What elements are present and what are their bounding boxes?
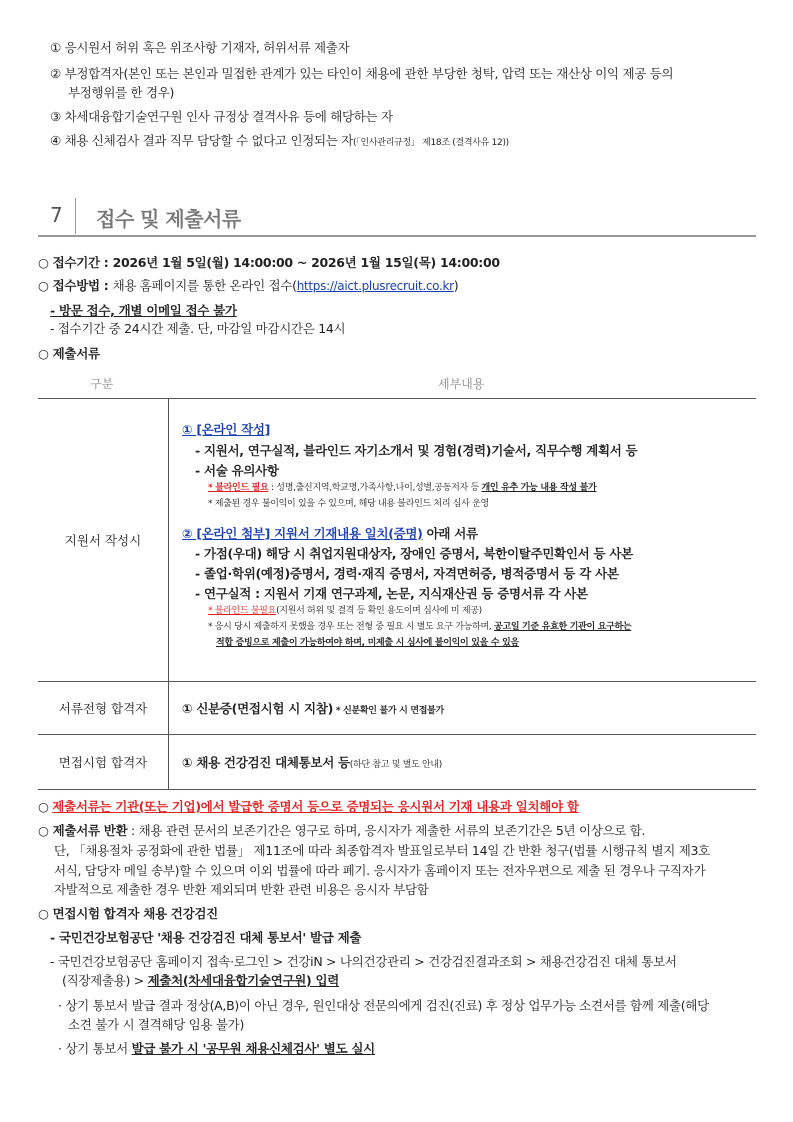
method-note-2: - 접수기간 중 24시간 제출. 단, 마감일 마감시간은 14시: [50, 321, 346, 336]
online-title: ① [온라인 작성]: [182, 422, 271, 437]
attach-title-b: 아래 서류: [422, 526, 478, 541]
attach-item-3: - 연구실적 : 지원서 기재 연구과제, 논문, 지식재산권 등 증명서류 각 사본: [195, 586, 588, 601]
blind-not-line: [208, 603, 482, 616]
period-line: [38, 253, 500, 271]
online-item-2: - 서술 유의사항: [195, 463, 279, 478]
health-line-6: [58, 1039, 375, 1057]
return-line-3: 서식, 담당자 메일 송부)할 수 있으며 이외 법률에 따라 폐기. 응시자가 홈페이지 또는 전자우편으로 제출 된 경우나 구직자가: [54, 863, 706, 878]
blind-not-rest: (지원서 허위 및 결격 등 확인 용도이며 심사에 미 제공): [276, 606, 482, 616]
health-line-2: - 국민건강보험공단 홈페이지 접속·로그인 > 건강iN > 나의건강관리 > 건강검진결과조회 > 채용건강검진 대체 통보서: [50, 954, 677, 969]
period-value: 2026년 1월 5일(월) 14:00:00 ~ 2026년 1월 15일(목) 14:00:00: [112, 255, 500, 270]
table-row: [38, 682, 756, 735]
attach-title: [182, 524, 478, 542]
blind-need-line: [208, 480, 596, 493]
disq-item-3: ③ 차세대융합기술연구원 인사 규정상 결격사유 등에 해당하는 자: [50, 109, 393, 124]
return-label: ○ 제출서류 반환: [38, 823, 128, 838]
table-header-category: 구분: [90, 377, 114, 391]
warning-line: [38, 797, 579, 815]
method-note-1: - 방문 접수, 개별 이메일 접수 불가: [50, 303, 237, 318]
warning-text: 제출서류는 기관(또는 기업)에서 발급한 증명서 등으로 증명되는 응시원서 기재 내용과 일치해야 함: [52, 799, 579, 814]
blind-need-label: * 블라인드 필요: [208, 483, 269, 493]
health-line-3: [62, 971, 339, 989]
row3-text: [170, 753, 755, 771]
row-detail-application: [169, 399, 757, 682]
blind-need-warn: 개인 유추 가능 내용 작성 불가: [481, 483, 597, 493]
health-line-6b: 발급 불가 시 '공무원 채용신체검사' 별도 실시: [131, 1041, 375, 1056]
disq-item-1: ① 응시원서 허위 혹은 위조사항 기재자, 허위서류 제출자: [50, 40, 350, 55]
disq-item-4: [50, 131, 509, 149]
blind-not-label: * 블라인드 불필요: [208, 606, 277, 616]
disq-item-4-ref: (「인사관리규정」 제18조 (결격사유 12)): [353, 138, 509, 148]
return-text-1: : 채용 관련 문서의 보존기간은 영구로 하며, 응시자가 제출한 서류의 보존기간은 5년 이상으로 함.: [127, 823, 646, 838]
submit-note-b: 공고일 기준 유효한 기관이 요구하는: [494, 622, 632, 632]
row3-note: (하단 참고 및 별도 안내): [349, 760, 443, 770]
row2-text: [170, 699, 755, 717]
row3-main: ① 채용 건강검진 대체통보서 등: [182, 755, 350, 770]
section-number: 7: [50, 203, 63, 227]
table-row: [38, 399, 756, 682]
row-label-interview-pass: 면접시험 합격자: [38, 735, 169, 790]
disq-item-4-text: ④ 채용 신체검사 결과 직무 담당할 수 없다고 인정되는 자: [50, 133, 354, 148]
docs-title: ○ 제출서류: [38, 346, 100, 361]
disq-item-2: ② 부정합격자(본인 또는 본인과 밀접한 관계가 있는 타인이 채용에 관한 부당한 청탁, 압력 또는 재산상 이익 제공 등의: [50, 66, 674, 81]
health-line-5: 소견 불가 시 결격해당 임용 불가): [68, 1017, 245, 1032]
method-line: [38, 276, 458, 294]
row-detail-interview-pass: [169, 735, 757, 790]
period-label: ○ 접수기간 :: [38, 255, 113, 270]
submit-note-a: * 응시 당시 제출하지 못했을 경우 또는 전형 중 필요 시 별도 요구 가능하며,: [208, 622, 495, 632]
row2-main: ① 신분증(면접시험 시 지참): [182, 701, 334, 716]
section-divider: [75, 198, 76, 234]
health-line-4: · 상기 통보서 발급 결과 정상(A,B)이 아닌 경우, 원인대상 전문의에게 검진(진료) 후 정상 업무가능 소견서를 함께 제출(해당: [58, 998, 709, 1013]
section-title: 접수 및 제출서류: [96, 207, 241, 231]
blind-note: * 제출된 경우 불이익이 있을 수 있으며, 해당 내용 블라인드 처리 심사 운영: [208, 499, 489, 509]
table-header-detail: 세부내용: [438, 377, 485, 391]
health-line-3b: 제출처(차세대융합기술연구원) 입력: [147, 973, 340, 988]
return-line-4: 자발적으로 제출한 경우 반환 제외되며 반환 관련 비용은 응시자 부담함: [54, 882, 429, 897]
attach-title-a: ② [온라인 첨부] 지원서 기재내용 일치(증명): [182, 526, 423, 541]
method-close: ): [453, 278, 459, 293]
recruit-link[interactable]: https://aict.plusrecruit.co.kr: [296, 279, 454, 293]
section-underline: [38, 235, 756, 237]
attach-item-1: - 가점(우대) 해당 시 취업지원대상자, 장애인 증명서, 북한이탈주민확인서 등 사본: [195, 546, 633, 561]
row-detail-document-pass: [169, 682, 757, 735]
attach-item-2: - 졸업·학위(예정)증명서, 경력·재직 증명서, 자격면허증, 병적증명서 등 각 사본: [195, 566, 619, 581]
return-line-2: 단, 「채용절차 공정화에 관한 법률」 제11조에 따라 최종합격자 발표일로부터 14일 간 반환 청구(법률 시행규칙 별지 제3호: [54, 843, 710, 858]
row-label-application: 지원서 작성시: [38, 399, 169, 682]
method-label: ○ 접수방법 :: [38, 278, 113, 293]
disq-item-2-cont: 부정행위를 한 경우): [68, 85, 175, 100]
health-line-3a: (직장제출용) >: [62, 973, 148, 988]
blind-need-rest: : 성명,출신지역,학교명,가족사항,나이,성별,공동저자 등: [268, 483, 482, 493]
health-line-1: - 국민건강보험공단 '채용 건강검진 대체 통보서' 발급 제출: [50, 930, 362, 945]
documents-table: [38, 398, 756, 790]
return-line-1: [38, 821, 645, 839]
warning-bullet: ○: [38, 799, 53, 814]
submit-note-line-1: [208, 619, 631, 632]
online-item-1: - 지원서, 연구실적, 블라인드 자기소개서 및 경험(경력)기술서, 직무수행 계획서 등: [195, 443, 638, 458]
method-text: 채용 홈페이지를 통한 온라인 접수(: [112, 278, 297, 293]
health-line-6a: · 상기 통보서: [58, 1041, 132, 1056]
submit-note-c: 적합 증빙으로 제출이 가능하여야 하며, 미제출 시 심사에 불이익이 있을 수 있음: [216, 638, 519, 648]
row-label-document-pass: 서류전형 합격자: [38, 682, 169, 735]
health-title: ○ 면접시험 합격자 채용 건강검진: [38, 906, 218, 921]
row2-note: * 신분확인 불가 시 면접불가: [333, 706, 444, 716]
table-row: [38, 735, 756, 790]
